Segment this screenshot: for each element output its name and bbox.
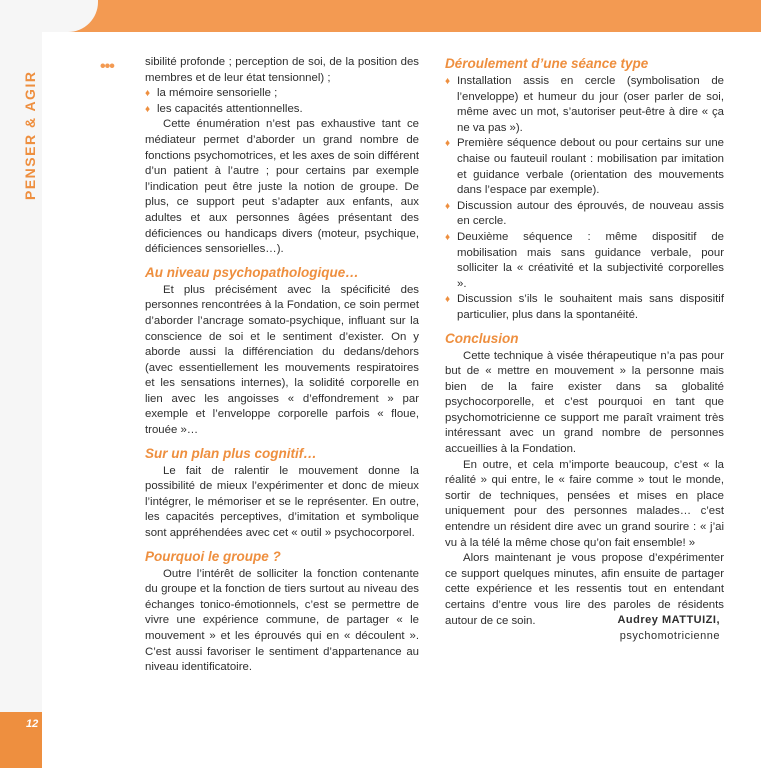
page-number: 12 (26, 718, 39, 730)
paragraph: Cette énumération n’est pas exhaustive tant ce médiateur permet d’aborder un grand nombre de fonctions psychomotrices, et les axes de soin différent d’un patient à l’autre ; pour certains par exemple l’indication peut être juste la notion de groupe. De plus, ce support peut s’adapter aux enfants, aux adultes et aux personnes âgées présentant des déficiences ou handicaps divers (moteur, psychique, déficiences sensorielles…). (145, 118, 419, 256)
list-item: ♦ Installation assis en cercle (symbolisation de l’enveloppe) et humeur du jour (oser parler de soi, même avec un mot, s’autoriser peut-être à dire « ça ne va pas »). (445, 74, 724, 136)
subheading: Déroulement d’une séance type (445, 56, 649, 71)
author-name: Audrey MATTUIZI, (617, 614, 720, 626)
list-item: ♦ les capacités attentionnelles. (145, 102, 419, 118)
list-item: ♦ la mémoire sensorielle ; (145, 86, 419, 102)
list-item: ♦ Discussion s’ils le souhaitent mais sans dispositif particulier, plus dans la spontanéité. (445, 292, 724, 323)
continued-text: sibilité profonde ; perception de soi, de la position des membres et de leur état tensionnel) ; (145, 56, 419, 84)
paragraph: En outre, et cela m’importe beaucoup, c’est « la réalité » qui entre, le « faire comme » tout le monde, sortir de techniques, pensées et mises en place uniquement pour des personnes malades… c’est entendre un résident dire avec un grand sourire : « j’ai vu à la télé la même chose qu’on fait ensemble! » (445, 458, 724, 549)
right-column (445, 55, 724, 629)
paragraph: Outre l’intérêt de solliciter la fonction contenante du groupe et la fonction de tiers surtout au niveau des échanges tonico-émotionnels, c’est se permettre de vivre une expérience commune, de partager « le mouvement » et les éprouvés qui en « découlent ». C’est aussi favoriser le sentiment d’appartenance au niveau identificatoire. (145, 567, 419, 674)
list-item: ♦ Première séquence debout ou pour certains sur une chaise ou fauteuil roulant : mobilisation par imitation et guidance verbale (orientation des mouvements dans l’espace par exemple). (445, 136, 724, 198)
paragraph: Et plus précisément avec la spécificité des personnes rencontrées à la Fondation, ce soin permet d’aborder l’ancrage somato-psychique, influant sur la conscience de soi et le sentiment d’exister. On y aborde aussi la différenciation du dedans/dehors (avec essentiellement les mouvements respiratoires et les sensations internes), la solidité corporelle en lien avec les angoisses « d’effondrement » par exemple et l’enveloppe corporelle parfois « floue, trouée »… (145, 283, 419, 437)
subheading: Pourquoi le groupe ? (145, 548, 281, 564)
list-item: ♦ Deuxième séquence : même dispositif de mobilisation mais sans guidance verbale, pour solliciter la « créativité et la subjectivité corporelles ». (445, 230, 724, 292)
left-column (145, 55, 419, 676)
subheading: Au niveau psychopathologique… (145, 264, 359, 280)
paragraph: Cette technique à visée thérapeutique n’a pas pour but de « mettre en mouvement » la personne mais bien de la faire exister dans sa globalité psychocorporelle, et c’est pourquoi en tant que psychomotricienne ce support me paraît vraiment très intéressant avec un grand nombre de personnes accueillies à la Fondation. (445, 349, 724, 456)
paragraph: Le fait de ralentir le mouvement donne la possibilité de mieux l’expérimenter et donc de mieux l’intégrer, le mémoriser et se le représenter. En outre, les capacités perceptives, d’imitation et symbolique sont appréhendées avec cet « outil » psychocorporel. (145, 464, 419, 540)
session-steps-list (445, 74, 724, 324)
section-title: PENSER & AGIR (22, 70, 38, 200)
ability-list (145, 86, 419, 117)
continuation-marker: ••• (100, 58, 114, 75)
signature-block (560, 612, 720, 644)
author-role: psychomotricienne (619, 630, 720, 642)
subheading: Sur un plan plus cognitif… (145, 445, 317, 461)
header-bar (0, 0, 761, 32)
subheading: Conclusion (445, 330, 519, 346)
paragraph: Alors maintenant je vous propose d’expérimenter ce support quelques minutes, afin ensuite de partager cette expérience et les ressentis tout en entendant certains d’entre vous lire des paroles de résidents autour de ce soin. (445, 552, 724, 627)
list-item: ♦ Discussion autour des éprouvés, de nouveau assis en cercle. (445, 199, 724, 230)
